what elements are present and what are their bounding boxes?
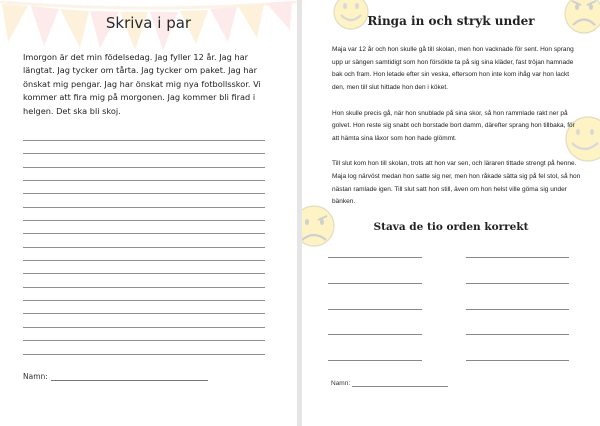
writing-line[interactable] xyxy=(23,208,265,221)
writing-line[interactable] xyxy=(23,234,265,247)
writing-line[interactable] xyxy=(23,341,265,354)
page-title: Ringa in och stryk under xyxy=(367,14,535,28)
spelling-answer-line[interactable] xyxy=(328,334,422,335)
name-underline[interactable] xyxy=(51,372,208,381)
spelling-section-title: Stava de tio orden korrekt xyxy=(373,221,529,233)
spelling-answer-line[interactable] xyxy=(466,283,569,284)
writing-line[interactable] xyxy=(23,181,265,194)
writing-line[interactable] xyxy=(23,274,265,287)
name-field[interactable] xyxy=(331,379,448,387)
spelling-answer-line[interactable] xyxy=(328,283,422,284)
writing-line[interactable] xyxy=(23,328,265,341)
story-paragraph: Hon skulle precis gå, när hon snublade på sina skor, så hon rammlade rakt ner på golvet. Hon reste sig snabt och borstade bort damm, därefter sprang hon tillbaka, för att hämta sina läxor som hon hade glömmt. xyxy=(332,109,575,142)
spelling-answer-line[interactable] xyxy=(328,309,422,310)
left-worksheet-page xyxy=(0,0,297,426)
spelling-answer-line[interactable] xyxy=(466,334,569,335)
right-worksheet-page xyxy=(302,0,600,426)
spelling-answer-line[interactable] xyxy=(466,309,569,310)
writing-lines[interactable] xyxy=(23,140,265,355)
page-title: Skriva i par xyxy=(105,14,192,32)
story-paragraph: Maja var 12 år och hon skulle gå till skolan, men hon vacknade för sent. Hon sprang upp ur sängen samtidigt som hon försökte ta på sig sina kläder, fast tröjan hamnade bak och fram. Hon letade efter sin veska, eftersom hon inte kom ihåg var hon lackt den, men till slut hittade hon den i köket. xyxy=(332,46,574,92)
story-paragraph: Till slut kom hon till skolan, trots att hon var sen, och läraren tittade strengt på henne. Maja log närvöst medan hon satte sig ner, men hon råkade sätta sig på fel stol, så hon nästan ramlade igen. Till slut satt hon still, även om hon helst ville göma sig under bänken. xyxy=(332,160,581,206)
name-label: Namn: xyxy=(331,380,351,387)
writing-line[interactable] xyxy=(23,194,265,207)
spelling-answer-line[interactable] xyxy=(466,257,569,258)
writing-line[interactable] xyxy=(23,221,265,234)
writing-line[interactable] xyxy=(23,248,265,261)
writing-line[interactable] xyxy=(23,261,265,274)
writing-line[interactable] xyxy=(23,141,265,154)
story-text: Imorgon är det min födelsedag. Jag fyller 12 år. Jag har längtat. Jag tycker om tårta. Jag tycker om paket. Jag har önskat mig pengar. Jag har önskat mig nya fotbollsskor. Vi kommer att fira mig på morgonen. Jag kommer bli firad i helgen. Det ska bli skoj. xyxy=(23,52,261,116)
writing-line[interactable] xyxy=(23,154,265,167)
spelling-answer-line[interactable] xyxy=(328,360,422,361)
story-text xyxy=(332,44,582,222)
writing-line[interactable] xyxy=(23,314,265,327)
writing-line[interactable] xyxy=(23,168,265,181)
name-label: Namn: xyxy=(23,372,48,381)
spelling-answer-line[interactable] xyxy=(328,257,422,258)
name-field[interactable] xyxy=(23,372,208,381)
writing-line[interactable] xyxy=(23,301,265,314)
spelling-answer-line[interactable] xyxy=(466,360,569,361)
name-underline[interactable] xyxy=(352,379,448,387)
writing-line[interactable] xyxy=(23,288,265,301)
